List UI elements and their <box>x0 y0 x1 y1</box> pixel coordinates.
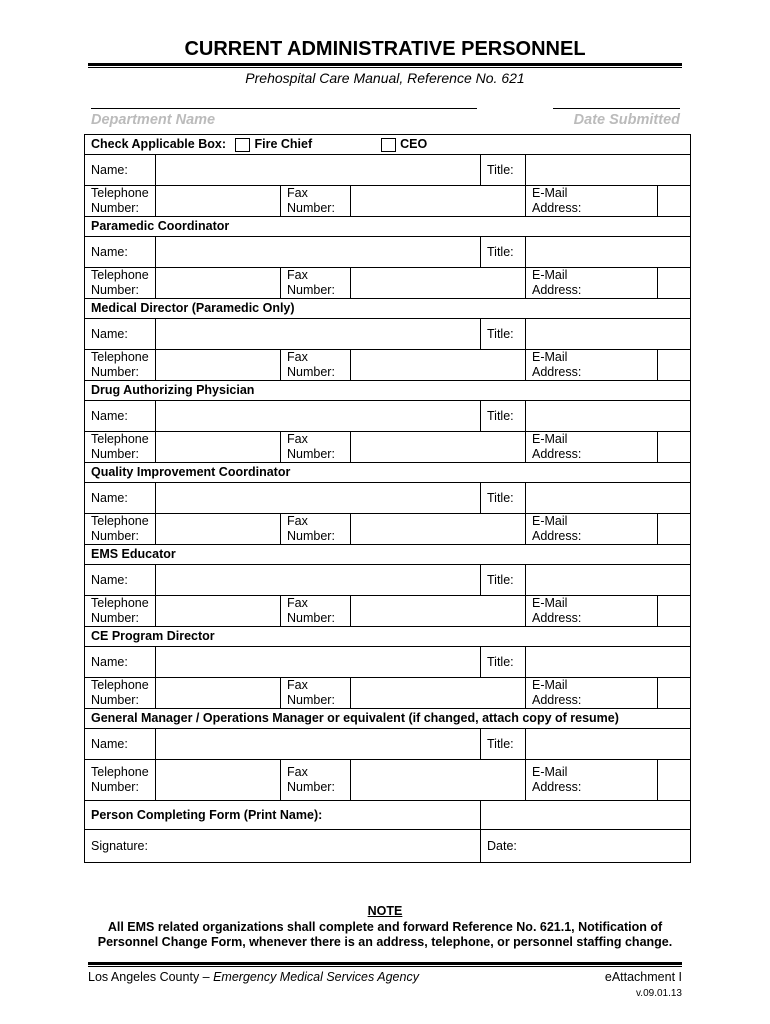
section-title: Paramedic Coordinator <box>85 217 691 237</box>
footer-agency: Los Angeles County – Emergency Medical Services Agency <box>88 970 419 984</box>
name-field[interactable] <box>156 729 481 760</box>
contact-row <box>85 596 691 627</box>
title-field[interactable] <box>526 319 691 350</box>
section-title: Medical Director (Paramedic Only) <box>85 299 691 319</box>
section-header <box>85 217 691 237</box>
email-field[interactable] <box>658 186 691 217</box>
telephone-label: Telephone Number: <box>85 514 156 545</box>
telephone-label: Telephone Number: <box>85 760 156 801</box>
section-title: CE Program Director <box>85 627 691 647</box>
signature-row <box>85 830 691 863</box>
date-submitted-label: Date Submitted <box>573 112 680 128</box>
fax-label: Fax Number: <box>281 432 351 463</box>
email-label: E-Mail Address: <box>526 186 658 217</box>
telephone-label: Telephone Number: <box>85 596 156 627</box>
telephone-field[interactable] <box>156 596 281 627</box>
email-field[interactable] <box>658 596 691 627</box>
fax-field[interactable] <box>351 186 526 217</box>
telephone-label: Telephone Number: <box>85 186 156 217</box>
fax-field[interactable] <box>351 514 526 545</box>
email-field[interactable] <box>658 268 691 299</box>
email-field[interactable] <box>658 760 691 801</box>
footer-attachment: eAttachment I <box>604 970 682 984</box>
fax-label: Fax Number: <box>281 760 351 801</box>
name-row <box>85 729 691 760</box>
fax-label: Fax Number: <box>281 678 351 709</box>
email-label: E-Mail Address: <box>526 678 658 709</box>
note-text: All EMS related organizations shall complete and forward Reference No. 621.1, Notification of Personnel Change Form, whenever there is an address, telephone, or personnel staffing change. <box>97 920 673 949</box>
telephone-field[interactable] <box>156 268 281 299</box>
fax-label: Fax Number: <box>281 596 351 627</box>
ceo-label: CEO <box>400 137 428 151</box>
name-field[interactable] <box>156 401 481 432</box>
name-field[interactable] <box>156 319 481 350</box>
title-field[interactable] <box>526 647 691 678</box>
section-header <box>85 627 691 647</box>
section-header <box>85 381 691 401</box>
name-row <box>85 237 691 268</box>
title-label: Title: <box>481 483 526 514</box>
name-label: Name: <box>85 483 156 514</box>
name-field[interactable] <box>156 237 481 268</box>
email-label: E-Mail Address: <box>526 596 658 627</box>
title-rule-thin <box>88 67 682 68</box>
section-title: Quality Improvement Coordinator <box>85 463 691 483</box>
contact-row <box>85 760 691 801</box>
section-header <box>85 299 691 319</box>
email-label: E-Mail Address: <box>526 760 658 801</box>
email-label: E-Mail Address: <box>526 514 658 545</box>
email-label: E-Mail Address: <box>526 268 658 299</box>
person-completing-label: Person Completing Form (Print Name): <box>85 801 481 830</box>
section-header <box>85 545 691 565</box>
signature-label: Signature: <box>91 838 148 853</box>
page-subtitle: Prehospital Care Manual, Reference No. 621 <box>245 70 525 86</box>
name-label: Name: <box>85 319 156 350</box>
fire-chief-label: Fire Chief <box>254 137 313 151</box>
check-applicable-row <box>85 135 691 155</box>
email-label: E-Mail Address: <box>526 432 658 463</box>
title-field[interactable] <box>526 237 691 268</box>
section-title: EMS Educator <box>85 545 691 565</box>
name-row <box>85 319 691 350</box>
name-label: Name: <box>85 401 156 432</box>
date-submitted-line[interactable] <box>553 108 680 109</box>
fax-field[interactable] <box>351 432 526 463</box>
date-field[interactable] <box>481 830 691 863</box>
telephone-field[interactable] <box>156 186 281 217</box>
name-row <box>85 565 691 596</box>
name-label: Name: <box>85 155 156 186</box>
title-field[interactable] <box>526 729 691 760</box>
page-title: CURRENT ADMINISTRATIVE PERSONNEL <box>184 38 586 60</box>
telephone-label: Telephone Number: <box>85 350 156 381</box>
email-field[interactable] <box>658 432 691 463</box>
contact-row <box>85 514 691 545</box>
department-name-label: Department Name <box>91 112 216 128</box>
title-field[interactable] <box>526 401 691 432</box>
title-label: Title: <box>481 647 526 678</box>
person-completing-row <box>85 801 691 830</box>
name-label: Name: <box>85 729 156 760</box>
title-label: Title: <box>481 401 526 432</box>
personnel-form-table <box>84 134 691 863</box>
name-field[interactable] <box>156 565 481 596</box>
title-field[interactable] <box>526 565 691 596</box>
name-field[interactable] <box>156 647 481 678</box>
email-label: E-Mail Address: <box>526 350 658 381</box>
telephone-field[interactable] <box>156 514 281 545</box>
date-label: Date: <box>487 838 517 853</box>
name-field[interactable] <box>156 483 481 514</box>
telephone-field[interactable] <box>156 678 281 709</box>
name-label: Name: <box>85 647 156 678</box>
footer-version: v.09.01.13 <box>636 988 682 999</box>
telephone-field[interactable] <box>156 432 281 463</box>
contact-row <box>85 678 691 709</box>
title-label: Title: <box>481 729 526 760</box>
check-applicable-label: Check Applicable Box: <box>91 137 226 151</box>
contact-row <box>85 268 691 299</box>
note-heading: NOTE <box>367 904 403 918</box>
signature-field[interactable] <box>85 830 481 863</box>
section-title: Drug Authorizing Physician <box>85 381 691 401</box>
fax-label: Fax Number: <box>281 268 351 299</box>
telephone-field[interactable] <box>156 350 281 381</box>
fax-field[interactable] <box>351 678 526 709</box>
footer-rule-thin <box>88 966 682 967</box>
telephone-field[interactable] <box>156 760 281 801</box>
fax-label: Fax Number: <box>281 350 351 381</box>
title-label: Title: <box>481 155 526 186</box>
contact-row <box>85 432 691 463</box>
person-completing-field[interactable] <box>481 801 691 830</box>
name-row <box>85 483 691 514</box>
ceo-checkbox[interactable] <box>381 138 396 152</box>
name-label: Name: <box>85 237 156 268</box>
name-field[interactable] <box>156 155 481 186</box>
email-field[interactable] <box>658 678 691 709</box>
fax-field[interactable] <box>351 350 526 381</box>
contact-row <box>85 186 691 217</box>
fax-field[interactable] <box>351 268 526 299</box>
telephone-label: Telephone Number: <box>85 432 156 463</box>
section-header <box>85 463 691 483</box>
section-title: General Manager / Operations Manager or equivalent (if changed, attach copy of resume) <box>85 709 691 729</box>
title-field[interactable] <box>526 155 691 186</box>
contact-row <box>85 350 691 381</box>
name-row <box>85 155 691 186</box>
department-name-line[interactable] <box>91 108 477 109</box>
title-label: Title: <box>481 319 526 350</box>
footer-rule <box>88 962 682 965</box>
fax-field[interactable] <box>351 760 526 801</box>
section-header <box>85 709 691 729</box>
title-label: Title: <box>481 237 526 268</box>
name-label: Name: <box>85 565 156 596</box>
title-label: Title: <box>481 565 526 596</box>
telephone-label: Telephone Number: <box>85 268 156 299</box>
fax-label: Fax Number: <box>281 186 351 217</box>
fire-chief-checkbox[interactable] <box>235 138 250 152</box>
email-field[interactable] <box>658 350 691 381</box>
telephone-label: Telephone Number: <box>85 678 156 709</box>
email-field[interactable] <box>658 514 691 545</box>
name-row <box>85 647 691 678</box>
fax-field[interactable] <box>351 596 526 627</box>
name-row <box>85 401 691 432</box>
fax-label: Fax Number: <box>281 514 351 545</box>
title-field[interactable] <box>526 483 691 514</box>
title-rule <box>88 63 682 66</box>
